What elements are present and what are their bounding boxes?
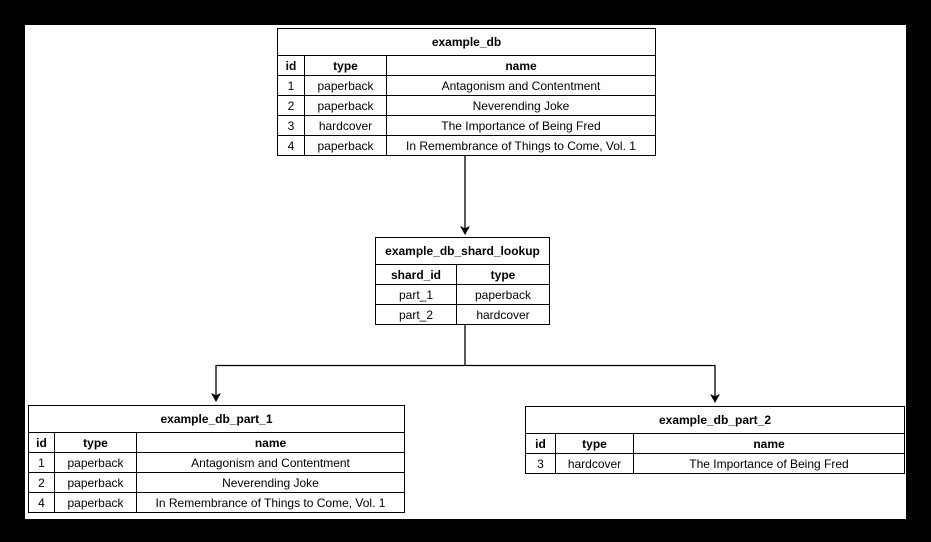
table-cell: In Remembrance of Things to Come, Vol. 1 — [137, 493, 405, 513]
header-row — [29, 433, 405, 453]
header-row — [278, 56, 656, 76]
table-cell: 4 — [278, 136, 305, 156]
table-grid — [277, 55, 656, 156]
column-header: type — [556, 434, 634, 454]
table-cell: In Remembrance of Things to Come, Vol. 1 — [387, 136, 656, 156]
column-header: id — [526, 434, 556, 454]
table-cell: Antagonism and Contentment — [387, 76, 656, 96]
table-cell: paperback — [305, 136, 387, 156]
table-row — [278, 76, 656, 96]
table-cell: part_1 — [376, 285, 457, 305]
column-header: name — [387, 56, 656, 76]
table-title: example_db_shard_lookup — [375, 237, 550, 264]
column-header: type — [55, 433, 137, 453]
table-cell: 1 — [29, 453, 55, 473]
table-cell: Neverending Joke — [137, 473, 405, 493]
table-title: example_db — [277, 28, 656, 55]
column-header: type — [457, 265, 550, 285]
table-cell: 2 — [29, 473, 55, 493]
header-row — [526, 434, 905, 454]
table-cell: 4 — [29, 493, 55, 513]
column-header: id — [278, 56, 305, 76]
table-row — [278, 96, 656, 116]
column-header: type — [305, 56, 387, 76]
table-title: example_db_part_2 — [525, 406, 905, 433]
column-header: id — [29, 433, 55, 453]
table-cell: paperback — [55, 473, 137, 493]
table-cell: paperback — [305, 96, 387, 116]
entity-table-part-1 — [28, 405, 405, 513]
table-row — [376, 285, 550, 305]
table-row — [278, 136, 656, 156]
table-row — [278, 116, 656, 136]
table-grid — [525, 433, 905, 474]
entity-table-part-2 — [525, 406, 905, 474]
entity-table-example-db — [277, 28, 656, 156]
table-cell: The Importance of Being Fred — [387, 116, 656, 136]
table-row — [526, 454, 905, 474]
table-row — [29, 473, 405, 493]
table-row — [29, 493, 405, 513]
table-grid — [28, 432, 405, 513]
table-cell: 3 — [278, 116, 305, 136]
table-cell: Antagonism and Contentment — [137, 453, 405, 473]
table-title: example_db_part_1 — [28, 405, 405, 432]
header-row — [376, 265, 550, 285]
table-cell: 3 — [526, 454, 556, 474]
column-header: shard_id — [376, 265, 457, 285]
table-cell: Neverending Joke — [387, 96, 656, 116]
table-row — [29, 453, 405, 473]
table-cell: hardcover — [457, 305, 550, 325]
column-header: name — [137, 433, 405, 453]
table-cell: 1 — [278, 76, 305, 96]
table-cell: The Importance of Being Fred — [634, 454, 905, 474]
table-cell: hardcover — [556, 454, 634, 474]
column-header: name — [634, 434, 905, 454]
table-cell: paperback — [457, 285, 550, 305]
table-grid — [375, 264, 550, 325]
table-cell: 2 — [278, 96, 305, 116]
entity-table-shard-lookup — [375, 237, 550, 325]
table-cell: part_2 — [376, 305, 457, 325]
table-cell: paperback — [305, 76, 387, 96]
table-row — [376, 305, 550, 325]
table-cell: paperback — [55, 453, 137, 473]
table-cell: hardcover — [305, 116, 387, 136]
table-cell: paperback — [55, 493, 137, 513]
